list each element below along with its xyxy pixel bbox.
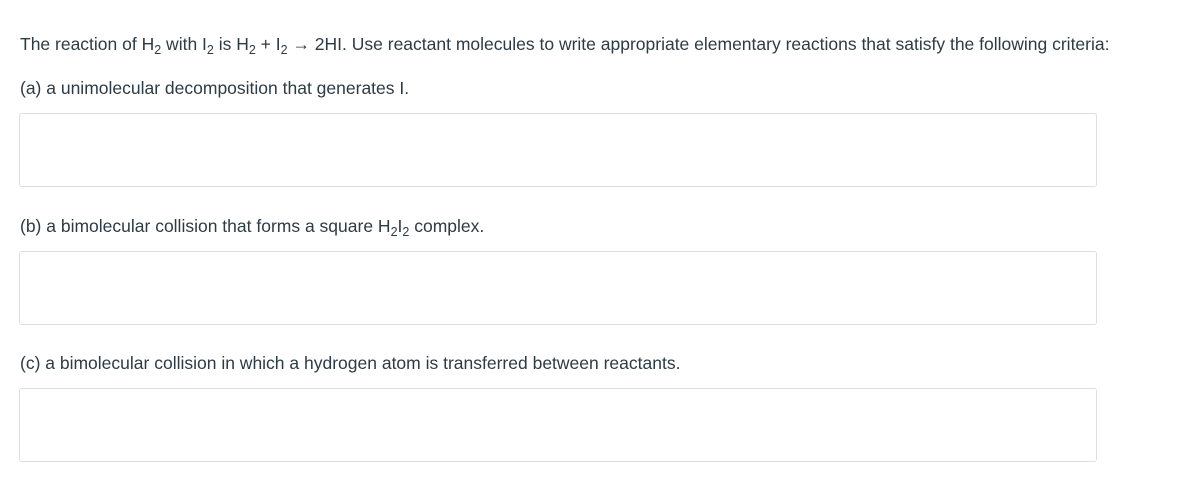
intro-text [20, 33, 1109, 55]
intro-text-part: The reaction of H [20, 34, 155, 54]
intro-text-part: is H [213, 34, 249, 54]
subscript: 2 [402, 225, 410, 239]
question-c-prompt: (c) a bimolecular collision in which a hydrogen atom is transferred between reactants. [20, 353, 681, 373]
intro-text-part: → 2HI. Use reactant molecules to write appropriate elementary reactions that satisfy the following criteria: [287, 34, 1110, 54]
subscript: 2 [248, 43, 256, 57]
subscript: 2 [280, 43, 288, 57]
question-b-prompt [20, 215, 484, 237]
question-c-answer-field[interactable] [19, 388, 1097, 462]
question-a-answer-field[interactable] [19, 113, 1097, 187]
question-b-text-part: complex. [409, 216, 485, 236]
question-b-text-part: I [397, 216, 403, 236]
question-b-answer-field[interactable] [19, 251, 1097, 325]
intro-text-part: with I [161, 34, 207, 54]
subscript: 2 [154, 43, 162, 57]
subscript: 2 [390, 225, 398, 239]
subscript: 2 [206, 43, 214, 57]
question-b-text-part: (b) a bimolecular collision that forms a square H [20, 216, 391, 236]
intro-text-part: + I [255, 34, 281, 54]
question-a-prompt: (a) a unimolecular decomposition that generates I. [20, 78, 410, 98]
